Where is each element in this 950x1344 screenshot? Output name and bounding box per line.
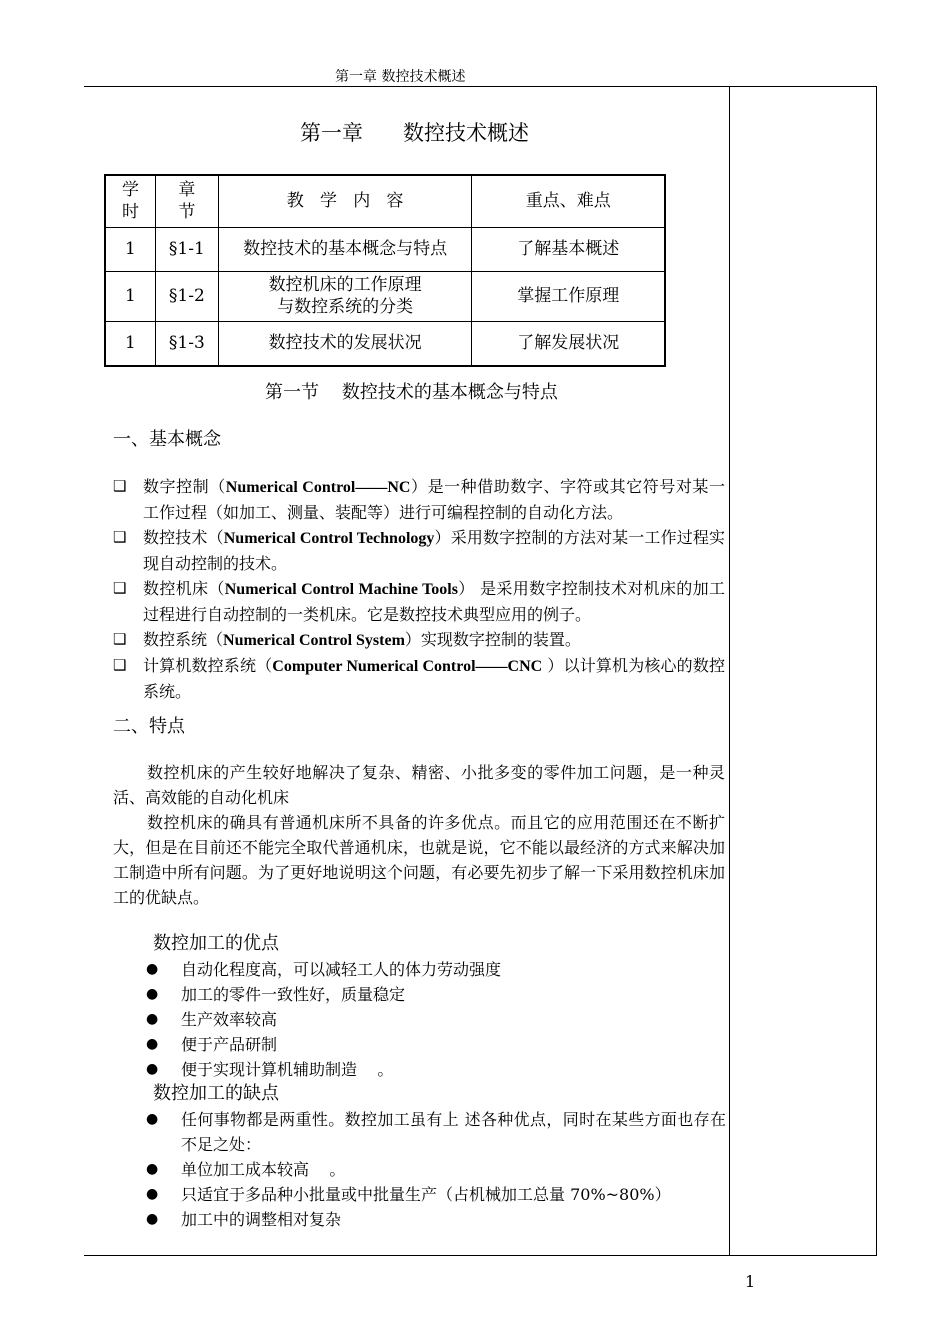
disadvantage-text: 单位加工成本较高 。 [181, 1160, 346, 1179]
cell-hours: 1 [105, 321, 155, 366]
definition-pre: 数控技术（ [143, 528, 224, 547]
definition-term: Numerical Control Machine Tools [224, 581, 458, 598]
header-section-line1: 章 [178, 180, 196, 201]
bullet-dot-icon: ● [146, 1161, 159, 1177]
cell-content: 数控技术的发展状况 [218, 321, 472, 366]
definition-post: ）实现数字控制的装置。 [404, 630, 581, 649]
list-item [113, 627, 725, 653]
list-item [146, 1007, 726, 1032]
cell-content-line2: 与数控系统的分类 [277, 297, 414, 317]
bullet-dot-icon: ● [146, 1186, 159, 1202]
definition-text [143, 627, 725, 653]
list-item [113, 525, 725, 576]
bullet-dot-icon: ● [146, 1061, 159, 1077]
header-hours-line1: 学 [121, 180, 139, 201]
teaching-plan-table [104, 174, 666, 367]
cell-hours: 1 [105, 271, 155, 321]
advantage-text: 加工的零件一致性好，质量稳定 [181, 985, 406, 1004]
header-section-line2: 节 [178, 202, 196, 223]
section-title: 第一节 数控技术的基本概念与特点 [265, 382, 558, 403]
definition-term: Computer Numerical Control——CNC [272, 658, 543, 675]
list-item [113, 653, 725, 704]
list-item [146, 1157, 726, 1182]
cell-section: §1-3 [155, 321, 218, 366]
disadvantages-heading: 数控加工的缺点 [153, 1083, 279, 1104]
advantage-text: 自动化程度高，可以减轻工人的体力劳动强度 [181, 960, 502, 979]
features-paragraph-2: 数控机床的确具有普通机床所不具备的许多优点。而且它的应用范围还在不断扩大，但是在目前还不能完全取代普通机床，也就是说，它不能以最经济的方式来解决加工制造中所有问题。为了更好地说明这个问题，有必要先初步了解一下采用数控机床加工的优缺点。 [113, 813, 725, 907]
definition-text [143, 474, 725, 525]
chapter-title: 第一章 数控技术概述 [300, 121, 530, 145]
cell-content: 数控技术的基本概念与特点 [218, 227, 472, 271]
basic-concepts-heading: 一、基本概念 [113, 429, 221, 450]
definition-post: ）以计算机为核心的数控系统。 [143, 656, 725, 701]
header-hours-line2: 时 [121, 202, 139, 223]
list-item [146, 957, 726, 982]
bullet-dot-icon: ● [146, 1211, 159, 1227]
advantage-text: 便于实现计算机辅助制造 。 [181, 1060, 394, 1079]
advantages-heading: 数控加工的优点 [153, 933, 279, 954]
running-header: 第一章 数控技术概述 [335, 69, 466, 85]
list-item [146, 982, 726, 1007]
bullet-dot-icon: ● [146, 986, 159, 1002]
list-item [113, 474, 725, 525]
checkbox-bullet-icon: ❑ [113, 579, 127, 597]
definition-post: ）是一种借助数字、字符或其它符号对某一工作过程（如加工、测量、装配等）进行可编程控制的自动化方法。 [143, 477, 725, 522]
table-row [105, 271, 665, 321]
advantage-text: 便于产品研制 [181, 1035, 278, 1054]
cell-focus: 了解发展状况 [472, 321, 665, 366]
list-item [146, 1182, 726, 1207]
list-item [113, 576, 725, 627]
cell-section: §1-1 [155, 227, 218, 271]
definition-text [143, 576, 725, 627]
disadvantage-text: 只适宜于多品种小批量或中批量生产（占机械加工总量 70%~80%） [181, 1185, 671, 1204]
list-item [146, 1057, 726, 1082]
list-item [146, 1107, 726, 1157]
cell-content-line1: 数控机床的工作原理 [268, 275, 422, 295]
list-item [146, 1207, 726, 1232]
cell-hours: 1 [105, 227, 155, 271]
features-paragraph-1: 数控机床的产生较好地解决了复杂、精密、小批多变的零件加工问题，是一种灵活、高效能的自动化机床 [113, 763, 725, 807]
definition-list [113, 474, 725, 704]
disadvantage-text: 加工中的调整相对复杂 [181, 1210, 342, 1229]
header-content: 教 学 内 容 [218, 175, 472, 227]
header-section [155, 175, 218, 227]
notes-column [729, 87, 877, 1255]
cell-focus: 了解基本概述 [472, 227, 665, 271]
bullet-dot-icon: ● [146, 961, 159, 977]
checkbox-bullet-icon: ❑ [113, 656, 127, 674]
definition-term: Numerical Control——NC [225, 479, 411, 496]
table-row [105, 227, 665, 271]
list-item [146, 1032, 726, 1057]
definition-pre: 数控系统（ [143, 630, 224, 649]
page-number: 1 [745, 1272, 756, 1291]
advantages-list [146, 957, 726, 1082]
header-focus: 重点、难点 [472, 175, 665, 227]
bullet-dot-icon: ● [146, 1011, 159, 1027]
cell-focus: 掌握工作原理 [472, 271, 665, 321]
bullet-dot-icon: ● [146, 1111, 159, 1127]
bullet-dot-icon: ● [146, 1036, 159, 1052]
definition-term: Numerical Control System [223, 632, 405, 649]
header-hours [105, 175, 155, 227]
definition-text [143, 525, 725, 576]
checkbox-bullet-icon: ❑ [113, 477, 127, 495]
definition-pre: 数控机床（ [143, 579, 225, 598]
definition-pre: 数字控制（ [143, 477, 226, 496]
definition-term: Numerical Control Technology [223, 530, 435, 547]
checkbox-bullet-icon: ❑ [113, 528, 127, 546]
checkbox-bullet-icon: ❑ [113, 630, 127, 648]
cell-section: §1-2 [155, 271, 218, 321]
table-header-row [105, 175, 665, 227]
table-row [105, 321, 665, 366]
definition-post: ）采用数字控制的方法对某一工作过程实现自动控制的技术。 [143, 528, 725, 573]
features-heading: 二、特点 [113, 716, 185, 737]
advantage-text: 生产效率较高 [181, 1010, 278, 1029]
disadvantages-list [146, 1107, 726, 1232]
disadvantage-text: 任何事物都是两重性。数控加工虽有上 述各种优点，同时在某些方面也存在不足之处： [181, 1110, 726, 1154]
cell-content [218, 271, 472, 321]
definition-pre: 计算机数控系统（ [143, 656, 273, 675]
definition-post: ） 是采用数字控制技术对机床的加工过程进行自动控制的一类机床。它是数控技术典型应用的例子。 [143, 579, 725, 624]
definition-text [143, 653, 725, 704]
